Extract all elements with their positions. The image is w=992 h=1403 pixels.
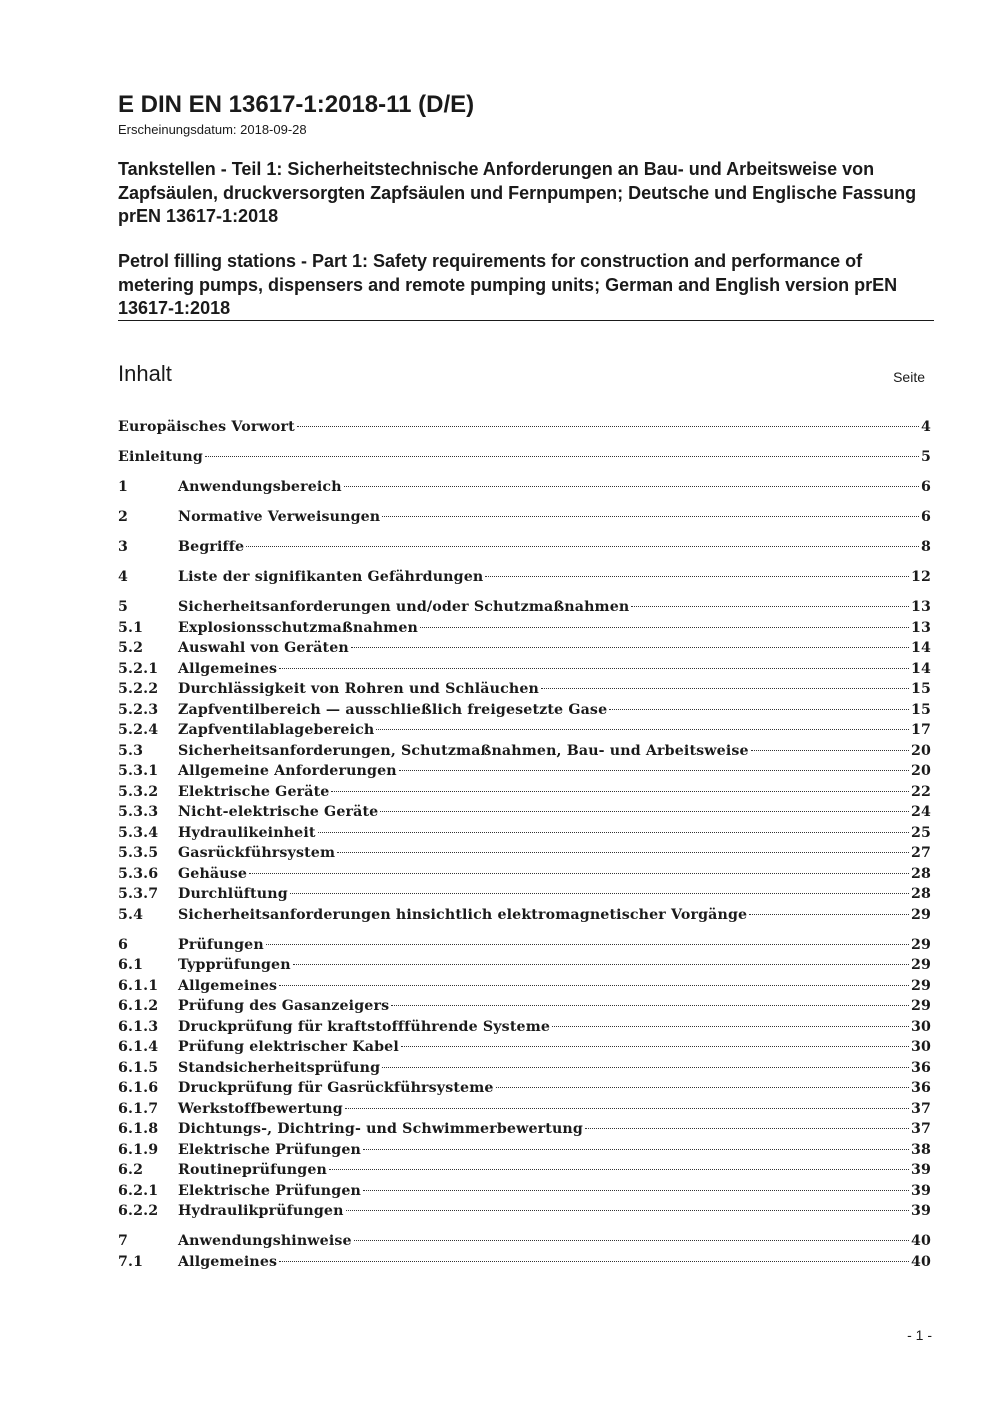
toc-entry-number: 6.1.1 — [118, 977, 159, 994]
toc-entry[interactable] — [118, 761, 931, 782]
toc-entry[interactable] — [118, 659, 931, 680]
toc-entry-number: 2 — [118, 509, 129, 525]
toc-entry-page: 12 — [910, 569, 931, 585]
toc-entry-title[interactable]: Sicherheitsanforderungen und/oder Schutzmaßnahmen — [178, 599, 630, 615]
toc-entry-page: 14 — [910, 640, 931, 656]
toc-entry[interactable] — [118, 1231, 931, 1252]
toc-entry-number: 5.4 — [118, 906, 144, 923]
toc-entry-number: 6.1.6 — [118, 1080, 159, 1096]
toc-entry-number: 7.1 — [118, 1253, 144, 1270]
toc-entry-page: 24 — [910, 804, 931, 820]
toc-dot-leader — [290, 893, 909, 894]
toc-entry-page: 25 — [910, 824, 931, 841]
toc-entry-number: 7 — [118, 1233, 129, 1249]
toc-entry-title[interactable]: Allgemeines — [178, 977, 278, 994]
toc-dot-leader — [496, 1087, 909, 1088]
toc-entry[interactable] — [118, 1181, 931, 1202]
toc-entry-page: 29 — [910, 906, 931, 923]
toc-entry-page: 29 — [910, 998, 931, 1014]
toc-entry-title[interactable]: Allgemeine Anforderungen — [178, 763, 397, 779]
toc-entry-title[interactable]: Elektrische Prüfungen — [178, 1182, 361, 1199]
toc-entry[interactable] — [118, 618, 931, 639]
toc-entry-page: 4 — [920, 419, 931, 435]
toc-entry-number: 5.3.7 — [118, 886, 159, 902]
toc-dot-leader — [337, 852, 909, 853]
toc-entry-number: 4 — [118, 569, 129, 585]
document-header — [118, 89, 934, 138]
toc-entry-number: 6.1 — [118, 957, 144, 973]
toc-dot-leader — [351, 647, 909, 648]
toc-entry-number: 3 — [118, 539, 129, 555]
toc-entry[interactable] — [118, 700, 931, 721]
toc-entry-page: 14 — [910, 660, 931, 677]
toc-entry-title[interactable]: Allgemeines — [178, 1253, 278, 1270]
toc-entry-page: 29 — [910, 957, 931, 973]
toc-entry-number: 5.3.2 — [118, 783, 159, 800]
toc-entry[interactable] — [118, 741, 931, 762]
toc-entry[interactable] — [118, 1140, 931, 1161]
toc-dot-leader — [318, 832, 909, 833]
toc-dot-leader — [751, 750, 909, 751]
toc-entry-title[interactable]: Sicherheitsanforderungen hinsichtlich elektromagnetischer Vorgänge — [178, 906, 748, 923]
toc-entry-title[interactable]: Gehäuse — [178, 865, 248, 882]
toc-entry-title[interactable]: Hydraulikprüfungen — [178, 1203, 344, 1219]
toc-entry-number: 5.3.1 — [118, 763, 159, 779]
toc-entry-title[interactable]: Routineprüfungen — [178, 1162, 327, 1178]
toc-entry[interactable] — [118, 638, 931, 659]
toc-entry-page: 6 — [920, 479, 931, 495]
table-of-contents — [118, 417, 931, 1272]
toc-entry-title[interactable]: Hydraulikeinheit — [178, 824, 316, 841]
toc-entry[interactable] — [118, 884, 931, 905]
toc-entry-title[interactable]: Liste der signifikanten Gefährdungen — [178, 569, 484, 585]
toc-entry[interactable] — [118, 1252, 931, 1273]
toc-entry-title[interactable]: Allgemeines — [178, 660, 278, 677]
toc-entry-page: 5 — [920, 449, 931, 465]
toc-entry-page: 20 — [910, 763, 931, 779]
toc-entry-page: 39 — [910, 1203, 931, 1219]
toc-entry-page: 39 — [910, 1162, 931, 1178]
toc-entry-page: 27 — [910, 845, 931, 861]
toc-dot-leader — [363, 1190, 909, 1191]
toc-dot-leader — [279, 668, 909, 669]
toc-entry[interactable] — [118, 597, 931, 618]
document-id: E DIN EN 13617-1:2018-11 (D/E) — [118, 91, 475, 118]
toc-entry-page: 17 — [910, 722, 931, 738]
toc-entry[interactable] — [118, 1058, 931, 1079]
toc-entry-number: 6.1.2 — [118, 998, 159, 1014]
toc-entry-page: 29 — [910, 977, 931, 994]
toc-entry[interactable] — [118, 567, 931, 588]
toc-dot-leader — [249, 873, 909, 874]
toc-entry-number: 5.3.5 — [118, 845, 159, 861]
toc-entry-page: 36 — [910, 1080, 931, 1096]
toc-entry-title[interactable]: Prüfung des Gasanzeigers — [178, 998, 390, 1014]
toc-entry-page: 15 — [910, 701, 931, 718]
toc-entry-number: 5.2 — [118, 640, 144, 656]
toc-entry-title[interactable]: Anwendungsbereich — [178, 479, 342, 495]
toc-entry-number: 6.1.5 — [118, 1059, 159, 1076]
toc-entry[interactable] — [118, 996, 931, 1017]
toc-entry-number: 5.2.3 — [118, 701, 159, 718]
toc-dot-leader — [266, 944, 909, 945]
toc-dot-leader — [401, 1046, 909, 1047]
toc-dot-leader — [279, 985, 909, 986]
toc-entry[interactable] — [118, 935, 931, 956]
toc-entry-page: 6 — [920, 509, 931, 525]
toc-entry[interactable] — [118, 905, 931, 926]
toc-entry-title[interactable]: Dichtungs-, Dichtring- und Schwimmerbewertung — [178, 1121, 583, 1137]
toc-dot-leader — [279, 1261, 909, 1262]
toc-entry-number: 5.3.3 — [118, 804, 159, 820]
toc-entry-page: 15 — [910, 681, 931, 697]
toc-entry-page: 20 — [910, 742, 931, 759]
toc-entry-title[interactable]: Elektrische Geräte — [178, 783, 330, 800]
toc-dot-leader — [382, 1067, 909, 1068]
toc-entry-number: 6.2.1 — [118, 1182, 159, 1199]
toc-entry-number: 6.1.9 — [118, 1141, 159, 1158]
publication-date: Erscheinungsdatum: 2018-09-28 — [118, 122, 307, 137]
toc-entry[interactable] — [118, 720, 931, 741]
toc-entry[interactable] — [118, 447, 931, 468]
toc-entry-number: 6 — [118, 936, 129, 953]
toc-entry-page: 13 — [910, 599, 931, 615]
toc-entry-title[interactable]: Nicht-elektrische Geräte — [178, 804, 379, 820]
toc-dot-leader — [246, 546, 919, 547]
toc-entry[interactable] — [118, 679, 931, 700]
toc-entry-page: 39 — [910, 1182, 931, 1199]
toc-dot-leader — [363, 1149, 909, 1150]
toc-dot-leader — [552, 1026, 909, 1027]
toc-entry-number: 5.2.1 — [118, 660, 159, 677]
toc-entry-title[interactable]: Elektrische Prüfungen — [178, 1141, 361, 1158]
toc-entry-title[interactable]: Anwendungshinweise — [178, 1233, 352, 1249]
toc-entry[interactable] — [118, 1201, 931, 1222]
title-divider — [118, 320, 934, 321]
toc-entry-number: 5.2.4 — [118, 722, 159, 738]
toc-entry-title[interactable]: Explosionsschutzmaßnahmen — [178, 619, 418, 636]
toc-entry-title[interactable]: Begriffe — [178, 539, 245, 555]
toc-dot-leader — [297, 426, 919, 427]
toc-entry-title[interactable]: Prüfung elektrischer Kabel — [178, 1039, 399, 1055]
toc-entry-page: 28 — [910, 865, 931, 882]
toc-entry[interactable] — [118, 823, 931, 844]
toc-entry-title[interactable]: Typprüfungen — [178, 957, 291, 973]
toc-entry-page: 22 — [910, 783, 931, 800]
page-number: - 1 - — [907, 1327, 932, 1343]
toc-dot-leader — [344, 486, 919, 487]
toc-entry[interactable] — [118, 507, 931, 528]
toc-entry-page: 40 — [910, 1253, 931, 1270]
toc-dot-leader — [609, 709, 909, 710]
toc-entry-title[interactable]: Sicherheitsanforderungen, Schutzmaßnahmen, Bau- und Arbeitsweise — [178, 742, 749, 759]
toc-page-column-label: Seite — [893, 369, 925, 385]
toc-entry-number: 5 — [118, 599, 129, 615]
toc-entry-number: 1 — [118, 479, 129, 495]
toc-dot-leader — [485, 576, 909, 577]
toc-dot-leader — [382, 516, 919, 517]
toc-entry-title[interactable]: Gasrückführsystem — [178, 845, 336, 861]
toc-dot-leader — [391, 1005, 909, 1006]
toc-entry-number: 5.3.6 — [118, 865, 159, 882]
toc-dot-leader — [331, 791, 908, 792]
toc-dot-leader — [329, 1169, 909, 1170]
toc-entry[interactable] — [118, 843, 931, 864]
toc-entry[interactable] — [118, 782, 931, 803]
toc-entry-title[interactable]: Europäisches Vorwort — [118, 419, 295, 435]
toc-entry[interactable] — [118, 1099, 931, 1120]
toc-dot-leader — [346, 1210, 909, 1211]
toc-entry-title[interactable]: Zapfventilbereich — ausschließlich freigesetzte Gase — [178, 701, 608, 718]
toc-entry[interactable] — [118, 802, 931, 823]
toc-entry[interactable] — [118, 417, 931, 438]
toc-entry[interactable] — [118, 477, 931, 498]
toc-heading: Inhalt — [118, 361, 172, 386]
toc-entry-number: 5.2.2 — [118, 681, 159, 697]
toc-entry-number: 6.1.8 — [118, 1121, 159, 1137]
toc-entry-page: 40 — [910, 1233, 931, 1249]
toc-entry-page: 37 — [910, 1121, 931, 1137]
toc-entry-number: 6.1.7 — [118, 1100, 159, 1117]
toc-dot-leader — [631, 606, 909, 607]
toc-dot-leader — [749, 914, 909, 915]
toc-dot-leader — [399, 770, 909, 771]
toc-dot-leader — [585, 1128, 909, 1129]
toc-entry-page: 8 — [920, 539, 931, 555]
toc-dot-leader — [293, 964, 909, 965]
toc-entry[interactable] — [118, 955, 931, 976]
toc-entry-number: 6.1.4 — [118, 1039, 159, 1055]
toc-entry-number: 5.3.4 — [118, 824, 159, 841]
title-german: Tankstellen - Teil 1: Sicherheitstechnische Anforderungen an Bau- und Arbeitsweise von Zapfsäulen, druckversorgten Zapfsäulen und Fernpumpen; Deutsche und Englische Fassung prEN 13617-1:2018 — [118, 159, 917, 226]
toc-entry[interactable] — [118, 1017, 931, 1038]
toc-entry-page: 37 — [910, 1100, 931, 1117]
toc-entry-page: 28 — [910, 886, 931, 902]
toc-entry-page: 38 — [910, 1141, 931, 1158]
toc-entry-page: 30 — [910, 1018, 931, 1035]
toc-entry-page: 30 — [910, 1039, 931, 1055]
toc-entry-number: 6.1.3 — [118, 1018, 159, 1035]
toc-entry[interactable] — [118, 864, 931, 885]
toc-entry-title[interactable]: Auswahl von Geräten — [178, 640, 349, 656]
toc-dot-leader — [380, 811, 909, 812]
toc-entry[interactable] — [118, 1037, 931, 1058]
toc-dot-leader — [354, 1240, 909, 1241]
toc-entry-title[interactable]: Einleitung — [118, 449, 203, 465]
toc-entry[interactable] — [118, 1078, 931, 1099]
toc-entry-title[interactable]: Standsicherheitsprüfung — [178, 1059, 381, 1076]
toc-entry-title[interactable]: Druckprüfung für Gasrückführsysteme — [178, 1080, 494, 1096]
toc-entry-title[interactable]: Durchlüftung — [178, 886, 288, 902]
toc-entry-page: 29 — [910, 936, 931, 953]
toc-entry[interactable] — [118, 1160, 931, 1181]
toc-dot-leader — [205, 456, 919, 457]
toc-entry-page: 13 — [910, 619, 931, 636]
toc-entry-title[interactable]: Prüfungen — [178, 936, 264, 953]
toc-entry-title[interactable]: Werkstoffbewertung — [178, 1100, 343, 1117]
toc-entry-number: 6.2.2 — [118, 1203, 159, 1219]
toc-entry-number: 6.2 — [118, 1162, 144, 1178]
toc-entry-number: 5.1 — [118, 619, 144, 636]
toc-entry-title[interactable]: Durchlässigkeit von Rohren und Schläuchen — [178, 681, 539, 697]
toc-entry[interactable] — [118, 537, 931, 558]
toc-entry-title[interactable]: Druckprüfung für kraftstoffführende Systeme — [178, 1018, 551, 1035]
toc-dot-leader — [376, 729, 909, 730]
toc-dot-leader — [345, 1108, 909, 1109]
title-english: Petrol filling stations - Part 1: Safety requirements for construction and performance of metering pumps, dispensers and remote pumping units; German and English version prEN 13617-1:2018 — [118, 251, 898, 318]
toc-entry-number: 5.3 — [118, 742, 144, 759]
toc-dot-leader — [420, 627, 909, 628]
toc-entry[interactable] — [118, 976, 931, 997]
toc-entry-title[interactable]: Normative Verweisungen — [178, 509, 381, 525]
toc-entry[interactable] — [118, 1119, 931, 1140]
toc-entry-title[interactable]: Zapfventilablagebereich — [178, 722, 375, 738]
toc-dot-leader — [541, 688, 909, 689]
toc-entry-page: 36 — [910, 1059, 931, 1076]
